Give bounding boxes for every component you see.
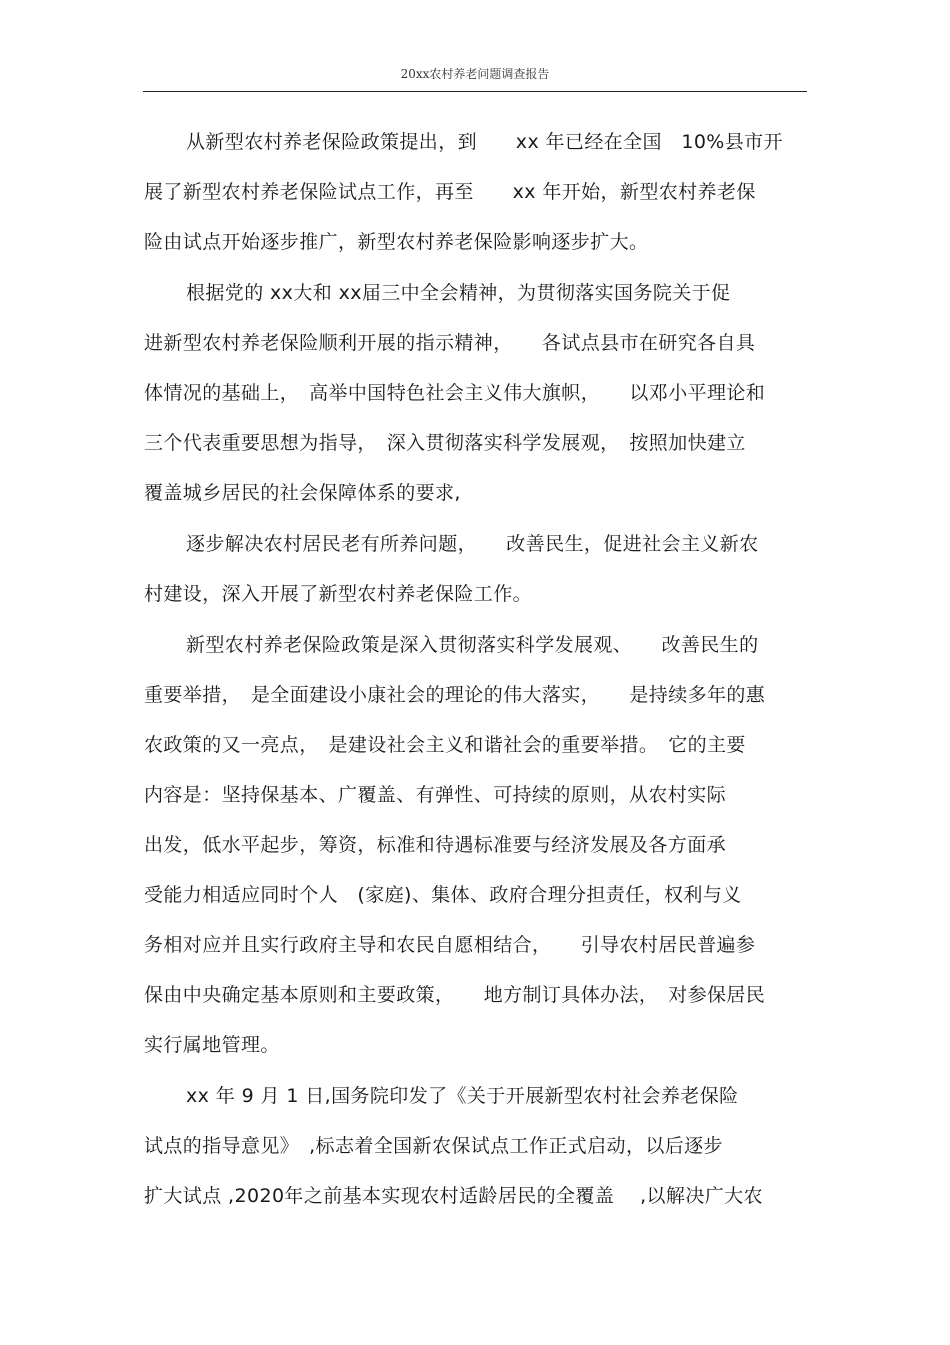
paragraph-line: 内容是：坚持保基本、广覆盖、有弹性、可持续的原则，从农村实际 [144, 784, 727, 806]
paragraph-line: 试点的指导意见》 ,标志着全国新农保试点工作正式启动，以后逐步 [144, 1135, 723, 1157]
paragraph-3 [144, 519, 814, 619]
paragraph-line: 根据党的 xx大和 xx届三中全会精神，为贯彻落实国务院关于促 [186, 282, 731, 304]
paragraph-line: 务相对应并且实行政府主导和农民自愿相结合， 引导农村居民普遍参 [144, 934, 756, 956]
paragraph-line: 农政策的又一亮点， 是建设社会主义和谐社会的重要举措。 它的主要 [144, 734, 746, 756]
paragraph-1 [144, 117, 814, 267]
paragraph-line: 扩大试点 ,2020年之前基本实现农村适龄居民的全覆盖 ,以解决广大农 [144, 1185, 763, 1207]
paragraph-line: 出发，低水平起步，筹资，标准和待遇标准要与经济发展及各方面承 [144, 834, 727, 856]
paragraph-line: 实行属地管理。 [144, 1034, 280, 1056]
paragraph-line: 体情况的基础上， 高举中国特色社会主义伟大旗帜， 以邓小平理论和 [144, 382, 766, 404]
paragraph-line: 村建设，深入开展了新型农村养老保险工作。 [144, 583, 533, 605]
paragraph-line: 三个代表重要思想为指导， 深入贯彻落实科学发展观， 按照加快建立 [144, 432, 746, 454]
paragraph-2 [144, 268, 814, 518]
paragraph-5 [144, 1071, 814, 1221]
paragraph-line: 重要举措， 是全面建设小康社会的理论的伟大落实， 是持续多年的惠 [144, 684, 766, 706]
paragraph-line: 险由试点开始逐步推广，新型农村养老保险影响逐步扩大。 [144, 231, 649, 253]
paragraph-line: xx 年 9 月 1 日,国务院印发了《关于开展新型农村社会养老保险 [186, 1085, 739, 1107]
paragraph-line: 新型农村养老保险政策是深入贯彻落实科学发展观、 改善民生的 [186, 634, 759, 656]
paragraph-line: 进新型农村养老保险顺利开展的指示精神， 各试点县市在研究各自具 [144, 332, 756, 354]
paragraph-line: 从新型农村养老保险政策提出，到 xx 年已经在全国 10%县市开 [186, 131, 783, 153]
paragraph-line: 受能力相适应同时个人 (家庭)、集体、政府合理分担责任，权利与义 [144, 884, 742, 906]
paragraph-line: 展了新型农村养老保险试点工作，再至 xx 年开始，新型农村养老保 [144, 181, 756, 203]
paragraph-line: 覆盖城乡居民的社会保障体系的要求, [144, 482, 461, 504]
page-header-title: 20xx农村养老问题调查报告 [400, 67, 550, 81]
paragraph-line: 逐步解决农村居民老有所养问题， 改善民生，促进社会主义新农 [186, 533, 759, 555]
header-divider [143, 91, 807, 92]
paragraph-line: 保由中央确定基本原则和主要政策， 地方制订具体办法， 对参保居民 [144, 984, 766, 1006]
document-body [144, 117, 814, 1222]
paragraph-4 [144, 620, 814, 1070]
